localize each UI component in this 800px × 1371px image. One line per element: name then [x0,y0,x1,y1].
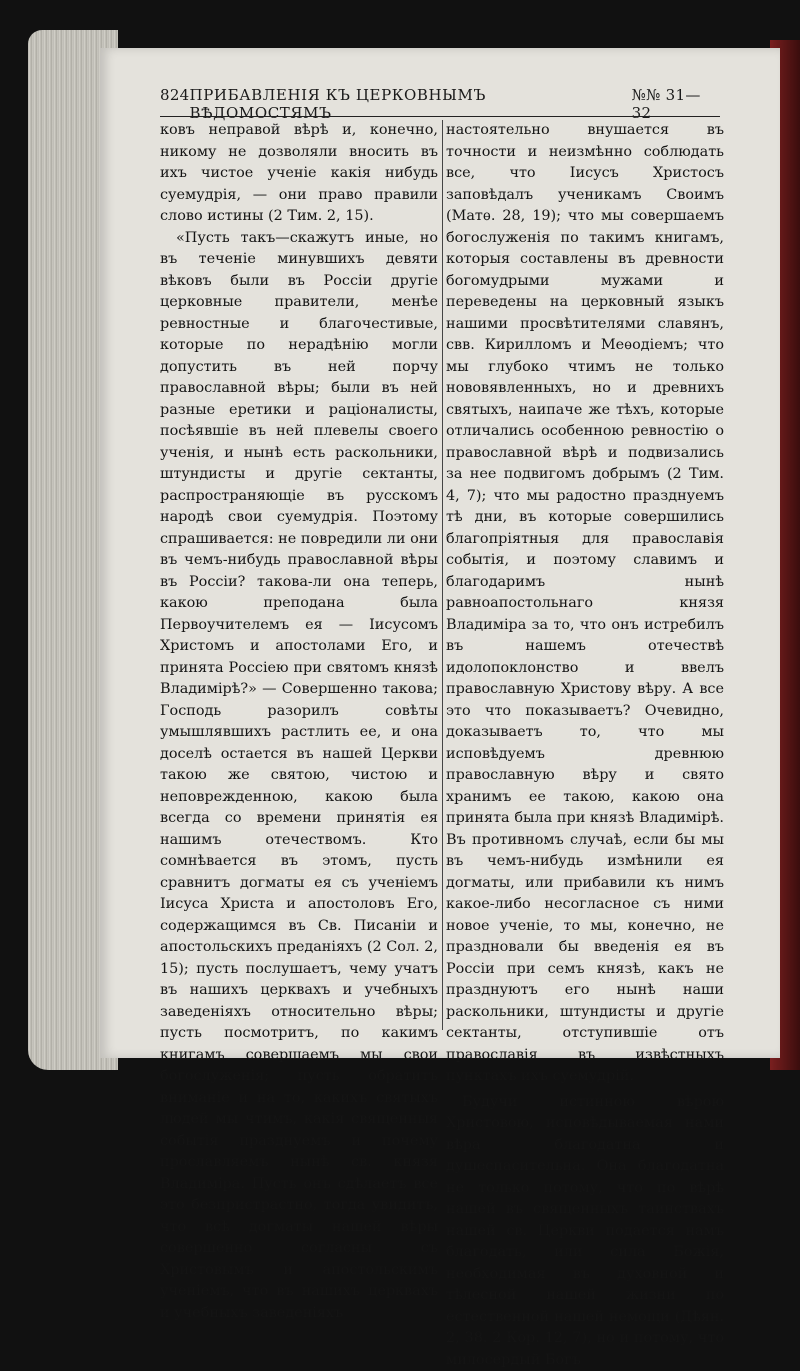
left-paragraph-2: «Пусть такъ—скажутъ иные, но въ теченіе минувшихъ девяти вѣковъ были въ Россіи другіе церковные правители, менѣе ревностные и благочестивые, которые по нерадѣнію могли допустить въ ней порчу православной вѣры; были въ ней разные еретики и раціоналисты, посѣявшіе въ ней плевелы своего ученія, и нынѣ есть раскольники, штундисты и другіе сектанты, распространяющіе въ русскомъ народѣ свои суемудрія. Поэтому спрашивается: не повредили ли они въ чемъ-нибудь православной вѣры въ Россіи? такова-ли она теперь, какою преподана была Первоучителемъ ея — Іисусомъ Христомъ и апостолами Его, и принята Россіею при святомъ князѣ Владимірѣ?» — Совершенно такова; Господь разорилъ совѣты умышлявшихъ растлить ее, и она доселѣ остается въ нашей Церкви такою же святою, чистою и неповрежденною, какою была всегда со времени принятія ея нашимъ отечествомъ. Кто сомнѣвается въ этомъ, пусть сравнитъ догматы ея съ ученіемъ Іисуса Христа и апостоловъ Его, содержащимся въ Св. Писаніи и апостольскихъ преданіяхъ (2 Сол. 2, 15); пусть послушаетъ, чему учатъ въ нашихъ церквахъ и учебныхъ заведеніяхъ относительно вѣры; пусть посмотритъ, по какимъ книгамъ совершаемъ мы свои богослуженія; пусть обратитъ вниманіе и на то, какихъ святыхъ людей мы чтимъ, какія священныя событія празднуемъ и почему прославляемъ нынѣ св. князя Владиміра. Пусть онъ сдѣлаетъ все это безпристрастно, тогда увидитъ, что всѣ догматы нашей вѣры совершенно согласны съ Христовымъ и апостольскимъ ученіемъ, что въ нашихъ церквахъ и учебныхъ заведеніяхъ [160,228,438,1325]
running-header [160,86,720,112]
right-paragraph-2: Будучи истинною вѣрою Христовою, исповѣдываемая нами вѣра благодатна и душеспасительна. Она благодатна не только потому, что по вѣрѣ нашей въ священныхъ таинствахъ нашей св. Церкви подается намъ благодать, или сила Божія, необходимая въ духовной и тѣлесной нашей жизни по естественной нашей немощи (Дѣян. 2, 38. 2 Кор. 12, 7), но и потому, что милосердый Богъ [446,1092,724,1371]
issue-number: №№ 31—32 [632,86,720,122]
right-column [446,120,724,1030]
right-paragraph-1: настоятельно внушается въ точности и неизмѣнно соблюдать все, что Іисусъ Христосъ заповѣдалъ ученикамъ Своимъ (Матѳ. 28, 19); что мы совершаемъ богослуженія по такимъ книгамъ, которыя составлены въ древности богомудрыми мужами и переведены на церковный языкъ нашими просвѣтителями славянъ, свв. Кирилломъ и Меѳодіемъ; что мы глубоко чтимъ не только нововявленныхъ, но и древнихъ святыхъ, наипаче же тѣхъ, которые отличались особенною ревностію о православной вѣрѣ и подвизались за нее подвигомъ добрымъ (2 Тим. 4, 7); что мы радостно празднуемъ тѣ дни, въ которые совершились благопріятныя для православія событія, и поэтому славимъ и благодаримъ нынѣ равноапостольнаго князя Владиміра за то, что онъ истребилъ въ нашемъ отечествѣ идолопоклонство и ввелъ православную Христову вѣру. А все это что показываетъ? Очевидно, доказываетъ то, что мы исповѣдуемъ древнюю православную вѣру и свято хранимъ ее такою, какою она принята была при князѣ Владимірѣ. Въ противномъ случаѣ, если бы мы въ чемъ-нибудь измѣнили ея догматы, или прибавили къ нимъ какое-либо несогласное съ ними новое ученіе, то мы, конечно, не праздновали бы введенія ея въ Россіи при семъ князѣ, какъ не празднуютъ его нынѣ наши раскольники, штундисты и другіе сектанты, отступившіе отъ православія въ извѣстныхъ пунктахъ ихъ суемудрій. [446,120,724,1088]
left-column [160,120,438,1030]
left-paragraph-1: ковъ неправой вѣрѣ и, конечно, никому не дозволяли вносить въ ихъ чистое ученіе какія нибудь суемудрія, — они право правили слово истины (2 Тим. 2, 15). [160,120,438,228]
journal-title: ПРИБАВЛЕНІЯ КЪ ЦЕРКОВНЫМЪ ВѢДОМОСТЯМЪ [190,86,632,122]
book-page [100,48,780,1058]
header-rule [160,116,720,117]
column-divider [442,120,443,1030]
page-number: 824 [160,86,190,104]
